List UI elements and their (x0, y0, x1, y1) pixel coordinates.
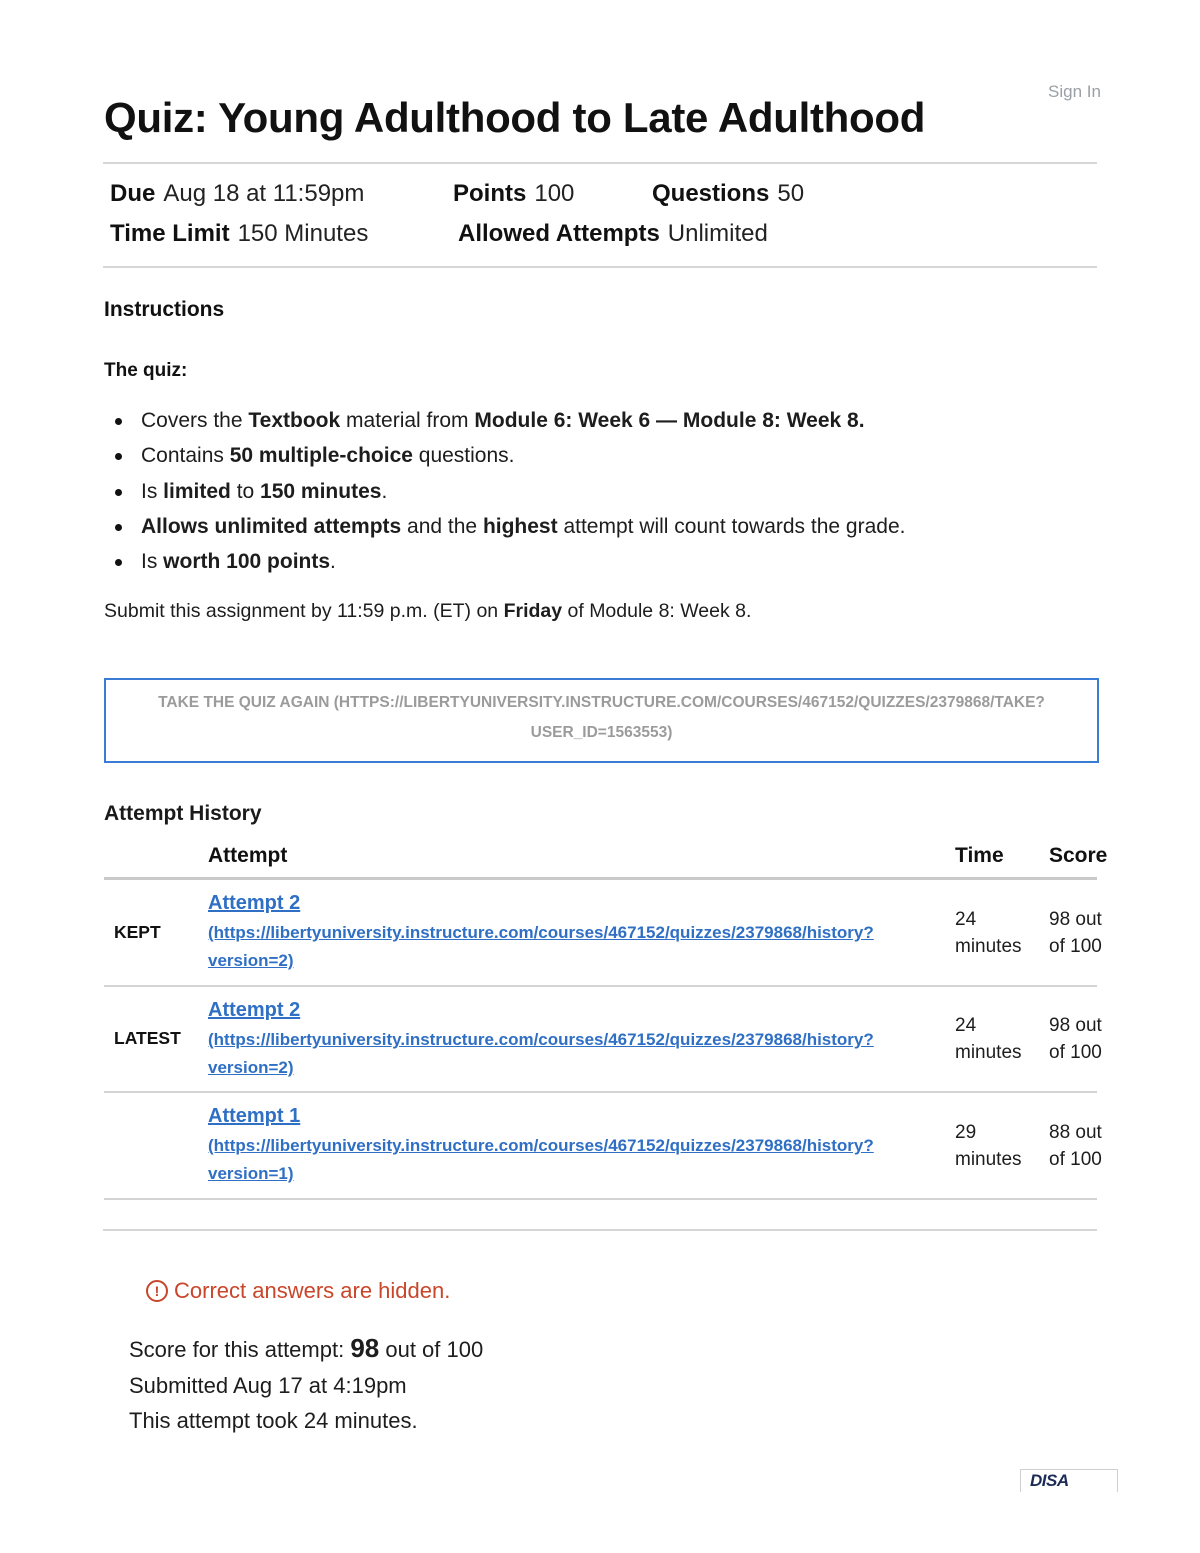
attempt-link[interactable]: Attempt 2 (208, 999, 301, 1021)
take-quiz-again-line (106, 688, 1097, 718)
divider (103, 1229, 1097, 1231)
due-info (110, 180, 364, 208)
col-header-attempt: Attempt (208, 844, 288, 867)
attempt-status: LATEST (114, 1028, 181, 1048)
take-quiz-url-cont: USER_ID=1563553) (530, 724, 673, 741)
sign-in-link[interactable]: Sign In (1048, 82, 1101, 101)
answers-hidden-text: Correct answers are hidden. (174, 1278, 451, 1303)
attempt-score: 98 out of 100 (1049, 909, 1102, 957)
answers-hidden-notice (146, 1278, 450, 1304)
instructions-intro: The quiz: (104, 360, 188, 381)
row-divider (104, 1091, 1097, 1093)
bullet-icon (115, 559, 122, 566)
attempt-time: 29 minutes (955, 1122, 1022, 1170)
due-value: Aug 18 at 11:59pm (163, 180, 365, 207)
time-limit-value: 150 Minutes (237, 220, 369, 247)
bullet-icon (115, 418, 122, 425)
row-divider (104, 1198, 1097, 1200)
list-item: Allows unlimited attempts and the highest attempt will count towards the grade. (104, 509, 905, 544)
instructions-heading: Instructions (104, 298, 225, 321)
list-item: Is worth 100 points. (104, 544, 905, 579)
allowed-attempts-info (458, 220, 768, 248)
attempt-url-link[interactable]: (https://libertyuniversity.instructure.com/courses/467152/quizzes/2379868/history? version=2) (208, 1030, 874, 1077)
attempt-score: 98 out of 100 (1049, 1015, 1102, 1063)
attempt-url-link[interactable]: (https://libertyuniversity.instructure.com/courses/467152/quizzes/2379868/history? version=2) (208, 923, 874, 970)
take-quiz-again-label: TAKE THE QUIZ AGAIN (158, 694, 330, 711)
submitted-time: Submitted Aug 17 at 4:19pm (129, 1373, 407, 1398)
warning-icon: ! (146, 1280, 168, 1302)
bullet-icon (115, 524, 122, 531)
attempt-score-line: Score for this attempt: 98 out of 100 (129, 1333, 484, 1363)
page-title: Quiz: Young Adulthood to Late Adulthood (104, 94, 926, 141)
time-limit-label: Time Limit (110, 220, 230, 247)
col-header-score: Score (1049, 844, 1108, 867)
points-label: Points (453, 180, 527, 207)
allowed-attempts-label: Allowed Attempts (458, 220, 660, 247)
list-item: Contains 50 multiple-choice questions. (104, 438, 905, 473)
attempt-duration: This attempt took 24 minutes. (129, 1408, 418, 1433)
attempt-link[interactable]: Attempt 2 (208, 892, 301, 914)
divider (103, 162, 1097, 164)
take-quiz-again-button[interactable] (104, 678, 1099, 763)
bullet-icon (115, 453, 122, 460)
attempt-status: KEPT (114, 922, 161, 942)
attempt-url-link[interactable]: (https://libertyuniversity.instructure.com/courses/467152/quizzes/2379868/history? version=1) (208, 1136, 874, 1183)
points-value: 100 (534, 180, 575, 207)
table-header-divider (104, 877, 1097, 880)
row-divider (104, 985, 1097, 987)
take-quiz-url: (HTTPS://LIBERTYUNIVERSITY.INSTRUCTURE.COM/COURSES/467152/QUIZZES/2379868/TAKE? (333, 694, 1045, 711)
questions-label: Questions (652, 180, 770, 207)
col-header-time: Time (955, 844, 1004, 867)
attempt-link[interactable]: Attempt 1 (208, 1105, 301, 1127)
instructions-list (104, 403, 905, 579)
list-item: Is limited to 150 minutes. (104, 474, 905, 509)
due-label: Due (110, 180, 156, 207)
attempt-score: 88 out of 100 (1049, 1122, 1102, 1170)
attempt-time: 24 minutes (955, 1015, 1022, 1063)
disa-logo: DISA (1020, 1469, 1118, 1492)
allowed-attempts-value: Unlimited (667, 220, 768, 247)
divider (103, 266, 1097, 268)
questions-value: 50 (777, 180, 805, 207)
bullet-icon (115, 489, 122, 496)
list-item: Covers the Textbook material from Module 6: Week 6 — Module 8: Week 8. (104, 403, 905, 438)
points-info (453, 180, 574, 208)
score-value: 98 (350, 1333, 380, 1363)
questions-info (652, 180, 804, 208)
attempt-history-heading: Attempt History (104, 802, 262, 825)
time-limit-info (110, 220, 368, 248)
submit-deadline: Submit this assignment by 11:59 p.m. (ET) on Friday of Module 8: Week 8. (104, 600, 752, 622)
attempt-time: 24 minutes (955, 909, 1022, 957)
